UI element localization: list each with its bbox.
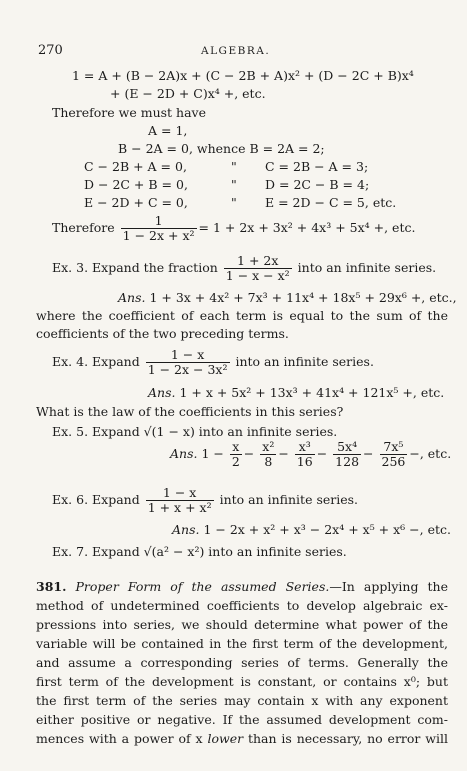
equation-line: E = 2D − C = 5, etc. [265,195,397,210]
fraction: $\frac{x}{2}$ [231,439,240,469]
text-line: first term of the development is constant, or contains x⁰; but [36,674,448,689]
fraction: $\frac{1 - x}{\text{1 − 2x − 3x²}}$ [147,347,228,377]
equation-line: D = 2C − B = 4; [265,177,370,192]
therefore-equation [52,214,415,243]
example-6: Ex. 6. Expand $\frac{1 - x}{\text{1 + x + x²}}$ into an infinite series. [52,485,359,515]
text-line: coefficients of the two preceding terms. [36,326,289,341]
text-line: method of undetermined coefficients to develop algebraic ex- [36,598,448,613]
fraction: $\frac{1}{\text{1 − 2x + x²}}$ [122,213,195,243]
example-3: Ex. 3. Expand the fraction $\frac{1 + 2x}{\text{1 − x − x²}}$ into an infinite series. [52,253,437,283]
equation-line: C − 2B + A = 0, [84,159,187,174]
example-5: Ex. 5. Expand √(1 − x) into an infinite series. [52,424,338,439]
fraction: $\frac{\text{5x⁴}}{128}$ [335,439,360,469]
section-381-heading: 381. Proper Form of the assumed Series.—In applying the [36,579,448,594]
text: Therefore [52,220,115,236]
equation-line: B − 2A = 0, whence B = 2A = 2; [118,141,325,156]
equation-line: C = 2B − A = 3; [265,159,369,174]
answer-line: Ans. 1 − $\frac{x}{2}$ − $\frac{\text{x²}}{8}$ − $\frac{\text{x³}}{16}$ − $\frac{\text{5x⁴}}{128}$ − $\frac{\text{7x⁵}}{256}$ −, etc. [170,439,452,469]
ditto-mark: " [231,195,237,210]
example-4: Ex. 4. Expand $\frac{1 - x}{\text{1 − 2x − 3x²}}$ into an infinite series. [52,347,374,377]
text-line: mences with a power of x lower than is necessary, no error will [36,731,448,746]
fraction: $\frac{1 - x}{\text{1 + x + x²}}$ [147,485,212,515]
fraction: $\frac{1 + 2x}{\text{1 − x − x²}}$ [225,253,290,283]
fraction: $\frac{\text{x³}}{16}$ [296,439,313,469]
text-line: and assume a corresponding series of terms. Generally the [36,655,448,670]
text-line: Therefore we must have [52,105,207,120]
text-line: either positive or negative. If the assumed development com- [36,712,448,727]
ditto-mark: " [231,177,237,192]
text-line: the first term of the series may contain x with any exponent [36,693,448,708]
fraction: $\frac{\text{x²}}{8}$ [262,439,275,469]
fraction: $\frac{\text{7x⁵}}{256}$ [381,439,406,469]
text-line: pressions into series, we should determine what power of the [36,617,448,632]
answer-line: Ans. 1 + 3x + 4x² + 7x³ + 11x⁴ + 18x⁵ + 29x⁶ +, etc., [118,290,457,305]
text-line: What is the law of the coefficients in this series? [36,404,344,419]
running-title: ALGEBRA. [201,45,271,57]
text: = 1 + 2x + 3x² + 4x³ + 5x⁴ +, etc. [198,220,416,236]
text-line: variable will be contained in the first term of the development, [36,636,448,651]
answer-line: Ans. 1 + x + 5x² + 13x³ + 41x⁴ + 121x⁵ +, etc. [148,385,445,400]
equation-line: + (E − 2D + C)x⁴ +, etc. [110,86,266,101]
equation-line: E − 2D + C = 0, [84,195,188,210]
answer-line: Ans. 1 − 2x + x² + x³ − 2x⁴ + x⁵ + x⁶ −, etc. [172,522,451,537]
ditto-mark: " [231,159,237,174]
equation-line: D − 2C + B = 0, [84,177,188,192]
text-line: where the coefficient of each term is equal to the sum of the [36,308,448,323]
page-number: 270 [38,43,63,58]
equation-line: 1 = A + (B − 2A)x + (C − 2B + A)x² + (D − 2C + B)x⁴ [72,68,414,83]
example-7: Ex. 7. Expand √(a² − x²) into an infinite series. [52,544,347,559]
equation-line: A = 1, [148,123,188,138]
